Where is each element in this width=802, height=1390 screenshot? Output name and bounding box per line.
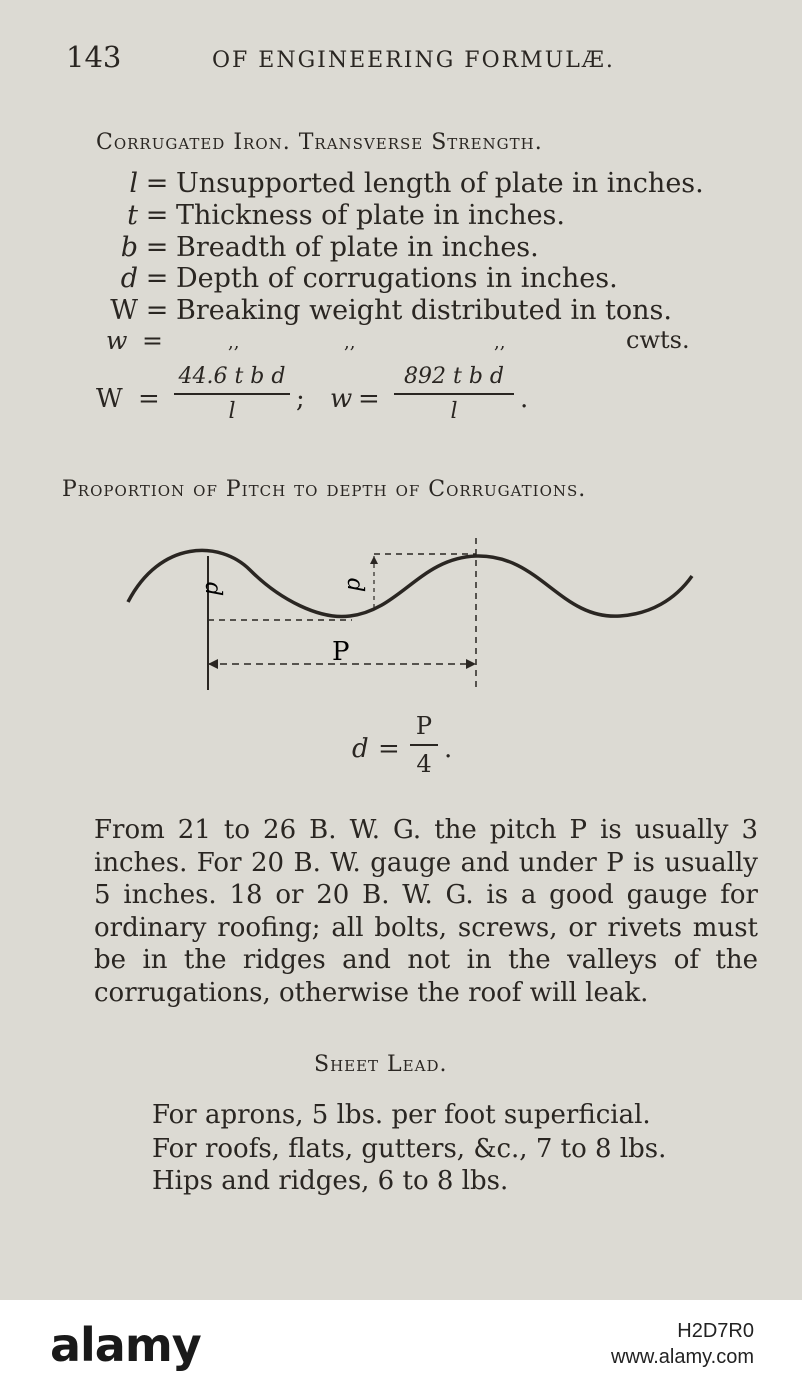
- strength-formula: W = 44.6 t b d l ; w = 892 t b d l .: [96, 364, 529, 424]
- sheet-lead-line: Hips and ridges, 6 to 8 lbs.: [152, 1166, 509, 1196]
- sheet-lead-line: For aprons, 5 lbs. per foot superficial.: [152, 1100, 651, 1130]
- running-head: OF ENGINEERING FORMULÆ.: [212, 48, 615, 73]
- fraction-w: [394, 364, 514, 424]
- pitch-formula-lhs: d: [352, 734, 369, 764]
- pitch-heading: Proportion of Pitch to depth of Corrugations.: [62, 477, 587, 502]
- pitch-arrow-right: [466, 659, 476, 669]
- pitch-label: P: [332, 637, 350, 667]
- definition-text: Breaking weight distributed in tons.: [176, 295, 672, 326]
- definition-text: Unsupported length of plate in inches.: [176, 168, 704, 199]
- fraction-numerator: 44.6 t b d: [178, 364, 286, 389]
- definition-text: Thickness of plate in inches.: [176, 200, 565, 231]
- definition-text: Depth of corrugations in inches.: [176, 263, 618, 294]
- pitch-arrow-left: [208, 659, 218, 669]
- formula-lhs-W: W: [96, 384, 123, 414]
- fraction-numerator: P: [415, 712, 433, 740]
- definition-row: t = Thickness of plate in inches.: [70, 200, 565, 232]
- ditto-mark: ,,: [228, 332, 240, 353]
- fraction-W: [174, 364, 290, 424]
- definition-symbol: t: [127, 200, 138, 231]
- stock-logo: alamy: [50, 1318, 201, 1372]
- ditto-mark: ,,: [344, 332, 356, 353]
- definition-row: W = Breaking weight distributed in tons.: [70, 295, 672, 327]
- sheet-lead-line: For roofs, flats, gutters, &c., 7 to 8 lbs.: [152, 1134, 667, 1164]
- definition-symbol: d: [120, 263, 138, 294]
- fraction-numerator: 892 t b d: [404, 364, 504, 389]
- fraction-denominator: 4: [416, 750, 432, 778]
- ditto-unit: cwts.: [626, 326, 690, 354]
- formula-lhs-w: w: [330, 384, 353, 414]
- definition-row: b = Breadth of plate in inches.: [70, 232, 539, 264]
- site-url: www.alamy.com: [611, 1346, 754, 1368]
- definition-row: l = Unsupported length of plate in inches.: [70, 168, 704, 200]
- ditto-symbol: w: [106, 326, 128, 355]
- ditto-row: w = ,, ,, ,, cwts.: [106, 326, 690, 355]
- pitch-formula: d = P 4 .: [352, 712, 453, 778]
- fraction-denominator: l: [228, 399, 236, 424]
- definition-symbol: l: [129, 168, 138, 199]
- ditto-mark: ,,: [494, 332, 506, 353]
- page-number: 143: [66, 40, 122, 74]
- sheet-lead-heading: Sheet Lead.: [314, 1052, 448, 1077]
- definition-row: d = Depth of corrugations in inches.: [70, 263, 618, 295]
- definition-symbol: b: [120, 232, 138, 263]
- depth-arrow: [370, 556, 378, 564]
- definition-symbol: W: [110, 295, 138, 326]
- pitch-fraction: [410, 712, 438, 778]
- corrugation-diagram: [120, 520, 710, 700]
- depth-label-middle: d: [342, 578, 367, 593]
- section-heading: Corrugated Iron. Transverse Strength.: [96, 130, 543, 155]
- fraction-denominator: l: [450, 399, 458, 424]
- image-id: H2D7R0: [677, 1320, 754, 1342]
- definition-text: Breadth of plate in inches.: [176, 232, 539, 263]
- body-paragraph: From 21 to 26 B. W. G. the pitch P is usually 3 inches. For 20 B. W. gauge and under P is usually 5 inches. 18 or 20 B. W. G. is a good gauge for ordinary roofing; all bolts, screws, or rivets must be in the ridges and not in the valleys of the corrugations, otherwise the roof will leak.: [94, 815, 758, 1008]
- depth-label-left: d: [200, 582, 225, 597]
